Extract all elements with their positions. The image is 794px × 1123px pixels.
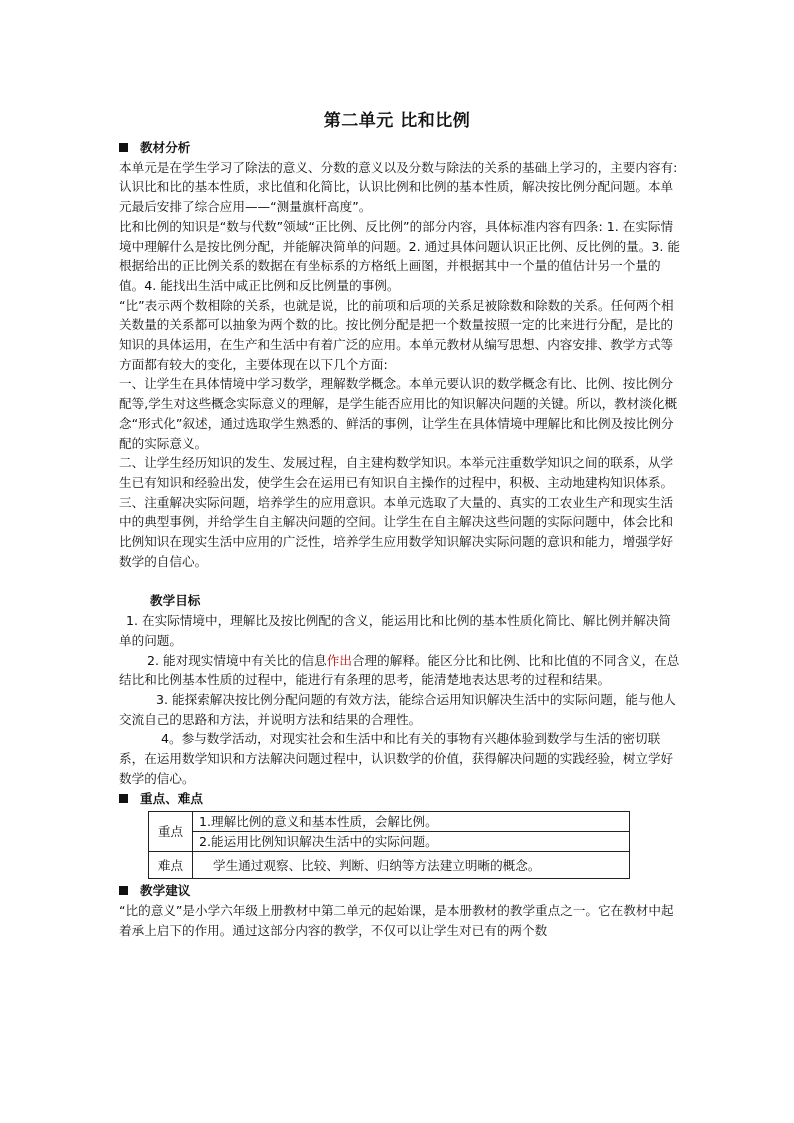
square-bullet-icon bbox=[119, 886, 128, 895]
document-body bbox=[119, 138, 681, 940]
objective-item: 3. 能探索解决按比例分配问题的有效方法，能综合运用知识解决生活中的实际问题，能与他人交流自己的思路和方法，并说明方法和结果的合理性。 bbox=[119, 691, 676, 727]
paragraph: 比和比例的知识是“数与代数”领域“正比例、反比例”的部分内容，具体标准内容有四条: 1. 在实际情境中理解什么是按比例分配，并能解决简单的问题。2. 通过具体问题认识正比例、反比例的量。3. 能根据给出的正比例关系的数据在有坐标系的方格纸上画图，并根据其中一个量的值估计另一个量的值。4. 能找出生活中咸正比例和反比例量的事例。 bbox=[119, 218, 680, 293]
page-title: 第二单元 比和比例 bbox=[323, 111, 471, 131]
square-bullet-icon bbox=[119, 794, 128, 803]
square-bullet-icon bbox=[119, 143, 128, 152]
paragraph: 一、让学生在具体情境中学习数学，理解数学概念。本单元要认识的数学概念有比、比例、按比例分配等,学生对这些概念实际意义的理解，是学生能否应用比的知识解决问题的关键。所以，教材淡化概念“形式化”叙述，通过选取学生熟悉的、鲜活的事例，让学生在具体情境中理解比和比例及按比例分配的实际意义。 bbox=[119, 376, 678, 451]
keypoints-table bbox=[148, 811, 630, 879]
paragraph: 三、注重解决实际问题，培养学生的应用意识。本单元选取了大量的、真实的工农业生产和现实生活中的典型事例，并给学生自主解决问题的空间。让学生在自主解决这些问题的实际问题中，体会比和比例知识在现实生活中应用的广泛性，培养学生应用数学知识解决实际问题的意识和能力，增强学好数学的自信心。 bbox=[119, 494, 674, 569]
paragraph: 二、让学生经历知识的发生、发展过程，自主建构数学知识。本举元注重数学知识之间的联系，从学生已有知识和经验出发，使学生会在运用已有知识自主操作的过程中，积极、主动地建构知识体系。 bbox=[119, 455, 674, 490]
section-heading-suggestions: 教学建议 bbox=[119, 881, 681, 901]
paragraph: “比的意义”是小学六年级上册教材中第二单元的起始课，是本册教材的教学重点之一。它在教材中起着承上启下的作用。通过这部分内容的教学，不仅可以让学生对已有的两个数 bbox=[119, 902, 674, 938]
nandian-item: 学生通过观察、比较、判断、归纳等方法建立明晰的概念。 bbox=[193, 852, 630, 879]
zhongdian-label: 重点 bbox=[149, 812, 193, 852]
zhongdian-item: 1.理解比例的意义和基本性质，会解比例。 bbox=[193, 812, 630, 832]
objective-item: 1. 在实际情境中，理解比及按比例配的含义，能运用比和比例的基本性质化简比、解比例并解决简单的问题。 bbox=[119, 613, 671, 648]
section-heading-analysis: 教材分析 bbox=[119, 138, 681, 158]
objective-item: 4。参与数学活动，对现实社会和生活中和比有关的事物有兴趣体验到数学与生活的密切联系，在运用数学知识和方法解决问题过程中，认识数学的价值，获得解决问题的实践经验，树立学好数学的信心。 bbox=[119, 731, 674, 786]
section-heading-keypoints: 重点、难点 bbox=[119, 789, 681, 809]
objective-item: 2. 能对现实情境中有关比的信息作出合理的解释。能区分比和比例、比和比值的不同含义，在总结比和比例基本性质的过程中，能进行有条理的思考，能清楚地表达思考的过程和结果。 bbox=[119, 652, 680, 688]
paragraph: “比”表示两个数相除的关系，也就是说，比的前项和后项的关系足被除数和除数的关系。任何两个相关数量的关系都可以抽象为两个数的比。按比例分配是把一个数量按照一定的比来进行分配，是比的知识的具体运用，在生产和生活中有着广泛的应用。本单元教材从编写思想、内容安排、教学方式等方面都有较大的变化，主要体现在以下几个方面: bbox=[119, 297, 674, 372]
zhongdian-item: 2.能运用比例知识解决生活中的实际问题。 bbox=[193, 832, 630, 852]
spacer bbox=[119, 571, 681, 591]
paragraph: 本单元是在学生学习了除法的意义、分数的意义以及分数与除法的关系的基础上学习的，主要内容有: 认识比和比的基本性质，求比值和化简比，认识比例和比例的基本性质，解决按比例分配问题。本单元最后安排了综合应用——“测量旗杆高度”。 bbox=[119, 159, 678, 215]
nandian-label: 难点 bbox=[149, 852, 193, 879]
section-heading-objectives: 教学目标 bbox=[150, 593, 201, 609]
